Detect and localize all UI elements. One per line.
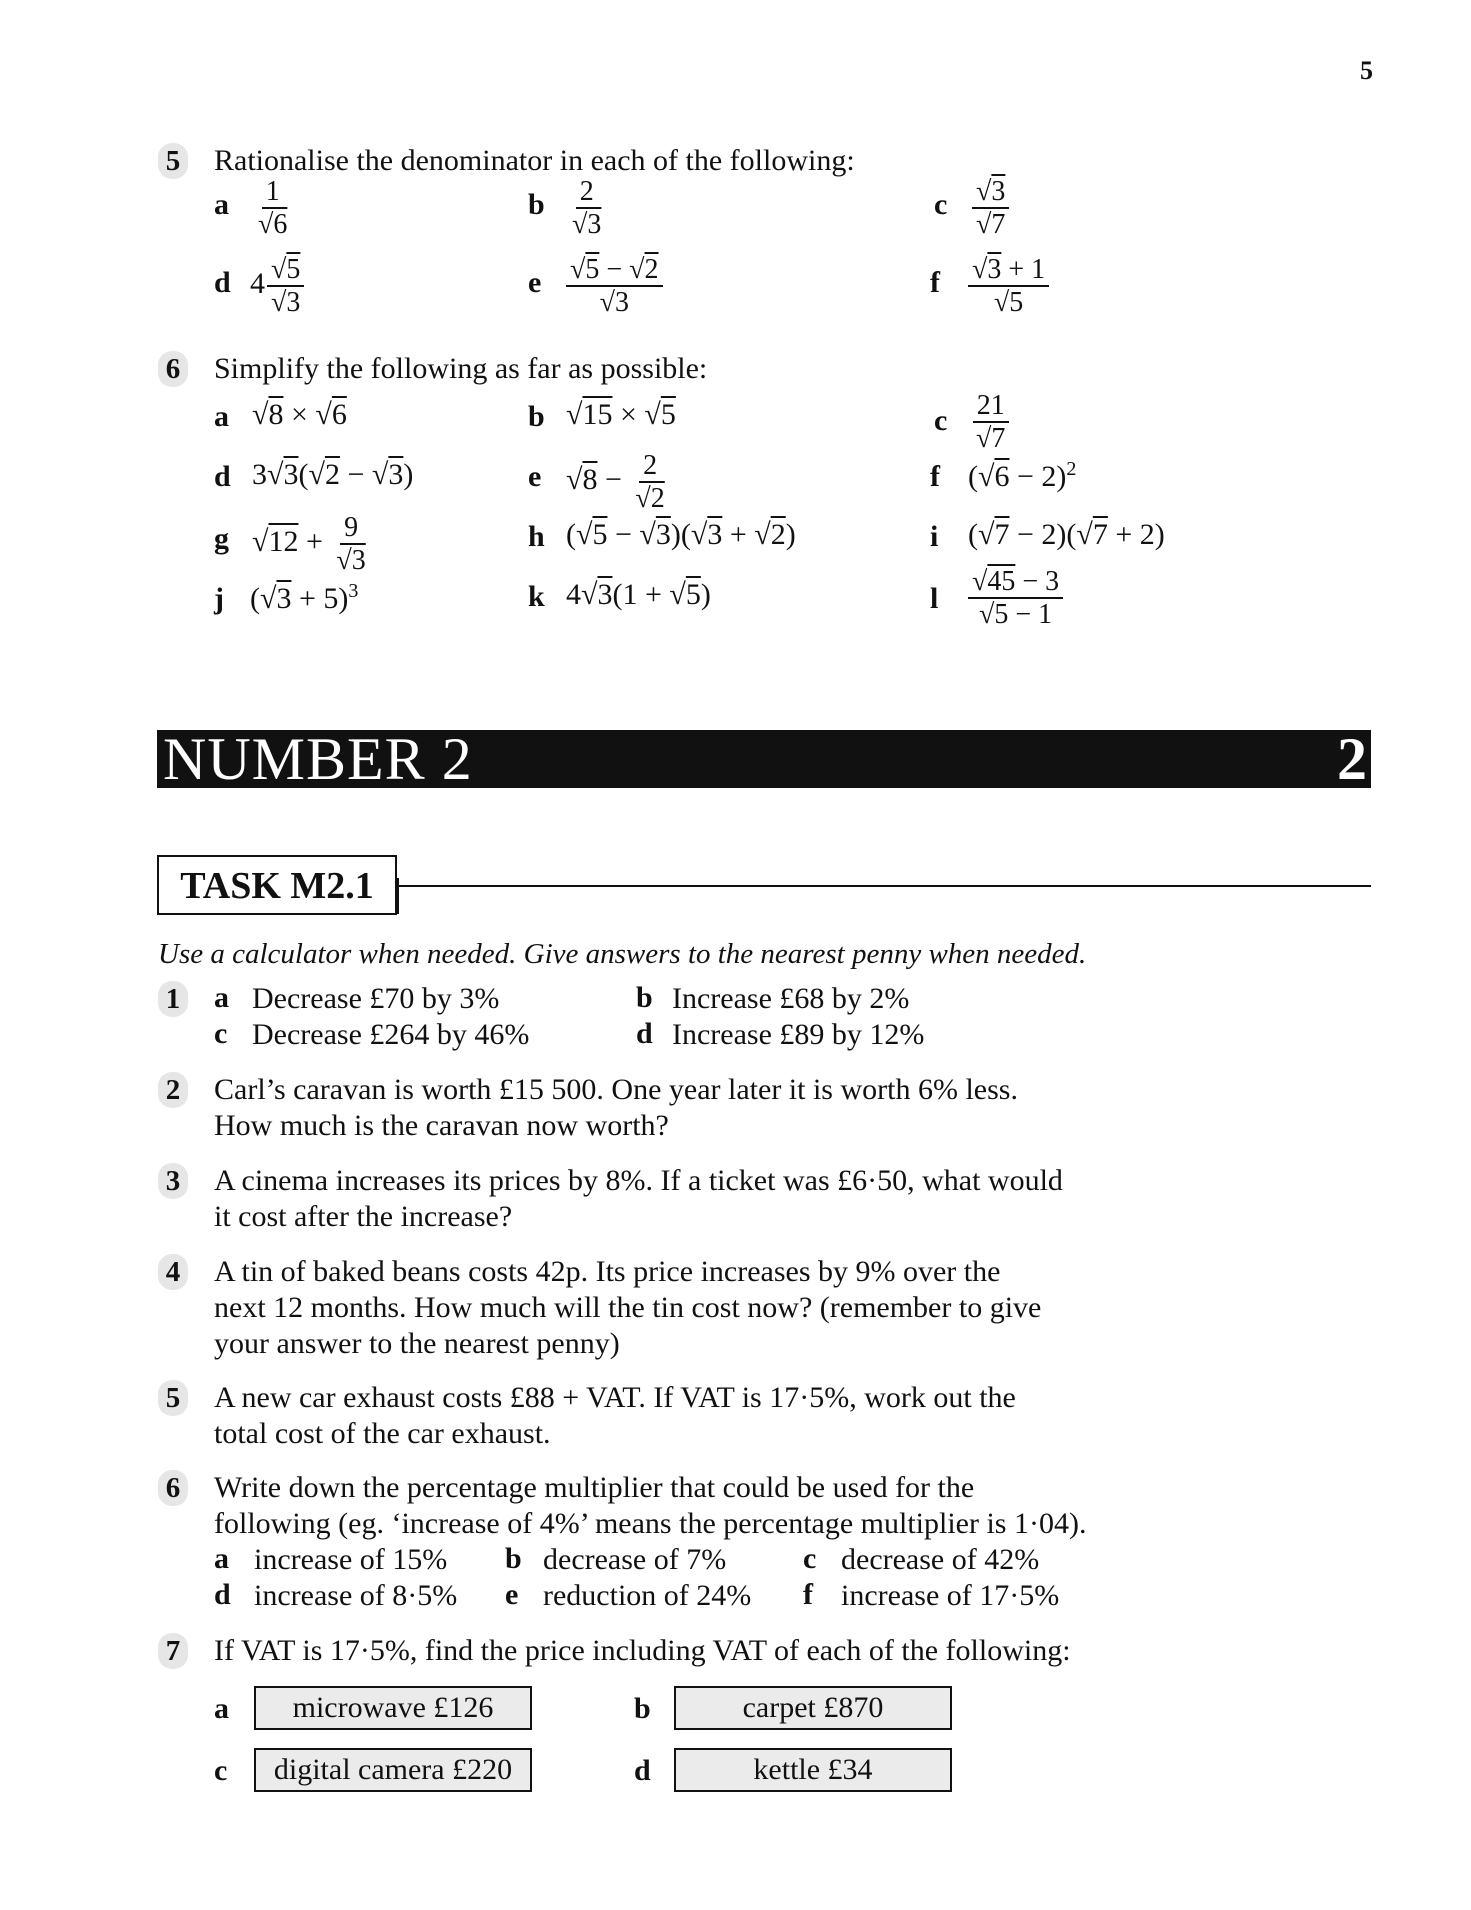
question-text: Write down the percentage multiplier that could be used for the bbox=[214, 1471, 975, 1504]
expression: √12 + $\frac{9}{√3}$ bbox=[252, 512, 366, 576]
question-part: Decrease £264 by 46% bbox=[252, 1018, 530, 1051]
expression: $\frac{√5 - √2}{√3}$ bbox=[564, 254, 665, 318]
question-text: How much is the caravan now worth? bbox=[214, 1109, 669, 1142]
page-number: 5 bbox=[1360, 56, 1373, 85]
question-number: 5 bbox=[158, 143, 188, 179]
expression: √15 × √5 bbox=[566, 398, 676, 431]
part-label: l bbox=[930, 582, 939, 615]
expression: (√5 − √3)(√3 + √2) bbox=[566, 518, 796, 551]
part-label: a bbox=[214, 981, 229, 1014]
expression: (√7 − 2)(√7 + 2) bbox=[968, 518, 1165, 551]
question-part: decrease of 42% bbox=[841, 1543, 1040, 1576]
question-part: Increase £68 by 2% bbox=[672, 982, 910, 1015]
question-part: increase of 8·5% bbox=[254, 1579, 458, 1612]
question-number: 4 bbox=[158, 1254, 188, 1290]
question-number: 2 bbox=[158, 1072, 188, 1108]
part-label: c bbox=[214, 1754, 228, 1787]
part-label: b bbox=[636, 981, 653, 1014]
part-label: g bbox=[214, 522, 229, 555]
question-text: A tin of baked beans costs 42p. Its price increases by 9% over the bbox=[214, 1255, 1001, 1288]
question-text: A new car exhaust costs £88 + VAT. If VAT is 17·5%, work out the bbox=[214, 1381, 1016, 1414]
expression: $\frac{21}{√7}$ bbox=[970, 390, 1011, 454]
question-text: following (eg. ‘increase of 4%’ means the percentage multiplier is 1·04). bbox=[214, 1507, 1087, 1540]
question-prompt: If VAT is 17·5%, find the price including VAT of each of the following: bbox=[214, 1634, 1071, 1667]
item-price-box: digital camera £220 bbox=[254, 1748, 532, 1792]
expression: √8 × √6 bbox=[252, 398, 347, 431]
part-label: f bbox=[930, 266, 940, 299]
part-label: a bbox=[214, 188, 229, 221]
question-text: Carl’s caravan is worth £15 500. One year later it is worth 6% less. bbox=[214, 1073, 1018, 1106]
part-label: f bbox=[930, 460, 940, 493]
question-prompt: Rationalise the denominator in each of the following: bbox=[214, 144, 855, 177]
question-text: A cinema increases its prices by 8%. If a ticket was £6·50, what would bbox=[214, 1164, 1063, 1197]
chapter-number: 2 bbox=[1337, 726, 1367, 792]
part-label: e bbox=[528, 460, 542, 493]
question-part: increase of 17·5% bbox=[841, 1579, 1060, 1612]
part-label: b bbox=[528, 400, 545, 433]
divider bbox=[397, 885, 1371, 887]
part-label: c bbox=[803, 1542, 817, 1575]
question-part: decrease of 7% bbox=[543, 1543, 727, 1576]
question-text: it cost after the increase? bbox=[214, 1200, 513, 1233]
part-label: d bbox=[634, 1754, 651, 1787]
part-label: a bbox=[214, 1692, 229, 1725]
question-number: 3 bbox=[158, 1163, 188, 1199]
part-label: c bbox=[214, 1017, 228, 1050]
expression: $\frac{√3}{√7}$ bbox=[970, 176, 1011, 240]
part-label: e bbox=[505, 1578, 519, 1611]
question-text: next 12 months. How much will the tin cost now? (remember to give bbox=[214, 1291, 1042, 1324]
expression: 3√3(√2 − √3) bbox=[252, 458, 414, 491]
question-part: Decrease £70 by 3% bbox=[252, 982, 500, 1015]
expression: 4√3(1 + √5) bbox=[566, 578, 711, 611]
part-label: h bbox=[528, 520, 545, 553]
part-label: c bbox=[934, 404, 948, 437]
part-label: i bbox=[930, 520, 939, 553]
item-price-box: microwave £126 bbox=[254, 1686, 532, 1730]
task-title: TASK M2.1 bbox=[157, 855, 397, 915]
item-price-box: kettle £34 bbox=[674, 1748, 952, 1792]
expression: $\frac{√3 + 1}{√5}$ bbox=[966, 254, 1051, 318]
part-label: b bbox=[528, 188, 545, 221]
question-number: 7 bbox=[158, 1633, 188, 1669]
item-price-box: carpet £870 bbox=[674, 1686, 952, 1730]
question-number: 6 bbox=[158, 1470, 188, 1506]
question-number: 1 bbox=[158, 981, 188, 1017]
part-label: d bbox=[214, 266, 231, 299]
part-label: k bbox=[528, 580, 545, 613]
part-label: f bbox=[803, 1578, 813, 1611]
part-label: e bbox=[528, 266, 542, 299]
part-label: d bbox=[214, 460, 231, 493]
question-part: reduction of 24% bbox=[543, 1579, 752, 1612]
question-prompt: Simplify the following as far as possible: bbox=[214, 352, 708, 385]
expression: √8 − $\frac{2}{√2}$ bbox=[566, 450, 665, 514]
question-number: 6 bbox=[158, 351, 188, 387]
divider bbox=[397, 878, 399, 914]
part-label: d bbox=[214, 1578, 231, 1611]
expression: $(√3 + 5)^3$ bbox=[250, 580, 359, 615]
question-part: increase of 15% bbox=[254, 1543, 448, 1576]
expression: $(√6 - 2)^2$ bbox=[968, 458, 1077, 493]
chapter-banner bbox=[157, 726, 1371, 792]
part-label: a bbox=[214, 400, 229, 433]
question-text: total cost of the car exhaust. bbox=[214, 1417, 551, 1450]
question-text: your answer to the nearest penny) bbox=[214, 1327, 620, 1360]
expression: $\frac{1}{√6}$ bbox=[258, 176, 288, 240]
question-number: 5 bbox=[158, 1380, 188, 1416]
expression: $\frac{√45 - 3}{√5 - 1}$ bbox=[966, 566, 1065, 630]
expression: $\frac{2}{√3}$ bbox=[572, 176, 602, 240]
instruction: Use a calculator when needed. Give answers to the nearest penny when needed. bbox=[158, 938, 1087, 970]
part-label: b bbox=[634, 1692, 651, 1725]
part-label: d bbox=[636, 1017, 653, 1050]
part-label: c bbox=[934, 188, 948, 221]
question-part: Increase £89 by 12% bbox=[672, 1018, 925, 1051]
expression: 4 $\frac{√5}{√3}$ bbox=[250, 254, 306, 318]
part-label: b bbox=[505, 1542, 522, 1575]
part-label: j bbox=[214, 582, 224, 615]
chapter-title: NUMBER 2 bbox=[163, 726, 473, 792]
part-label: a bbox=[214, 1542, 229, 1575]
